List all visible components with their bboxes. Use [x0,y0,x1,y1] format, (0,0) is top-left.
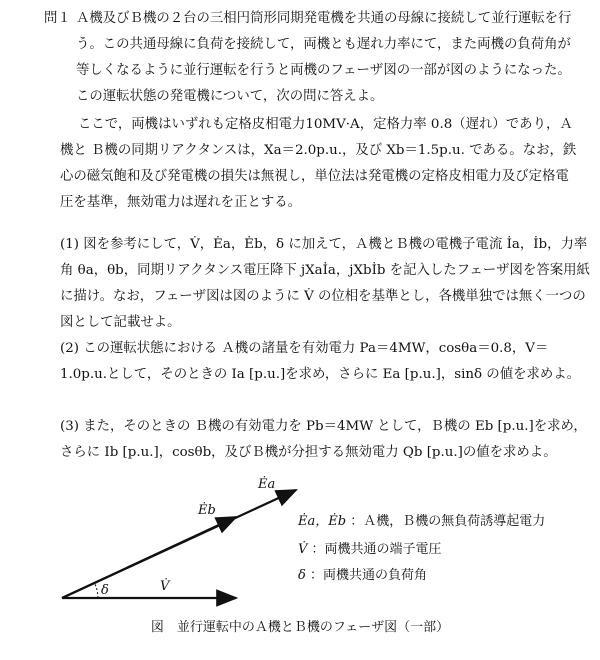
phasor-ea-line [62,490,296,598]
legend-2-desc: ：両機共通の端子電圧 [311,542,442,557]
label-ea: Ėa [258,477,276,492]
item-3-number: (3) [60,419,79,434]
question-label: 問１ [44,11,71,26]
legend-1-symbol: Ėa，Ėb [298,514,347,529]
item-1 [60,232,590,336]
legend-row-1 [298,512,545,532]
item-3 [60,414,590,466]
item-2-text: この運転状態における Ａ機の諸量を有効電力 Pa＝4MW，cosθa＝0.8，V＝1.0p.u.として，そのときの Ia [p.u.]を求め，さらに Ea [p.u.]，sinδ の値を求めよ。 [60,341,581,382]
question-conditions: ここで，両機はいずれも定格皮相電力10MV·A，定格力率 0.8（遅れ）であり，Ａ機と Ｂ機の同期リアクタンスは，Xa＝2.0p.u.，及び Xb＝1.5p.u. である。なお，鉄心の磁気飽和及び発電機の損失は無視し，単位法は発電機の定格皮相電力及び定格電圧を基準，無効電力は遅れを正とする。 [60,117,577,210]
label-eb: Ėb [198,503,216,518]
item-1-text: 図を参考にして，V̇，Ėa，Ėb，δ に加えて，Ａ機とＢ機の電機子電流 İa，İb，力率角 θa，θb，同期リアクタンス電圧降下 jXaİa，jXbİb を記入したフェーザ図を答案用紙に描け。なお，フェーザ図は図のように V̇ の位相を基準とし，各機単独では無く一つの図として記載せよ。 [60,237,590,330]
item-3-text: また，そのときの Ｂ機の有効電力を Pb＝4MW として，Ｂ機の Eb [p.u.]を求め，さらに Ib [p.u.]，cosθb，及びＢ機が分担する無効電力 Qb [p.u.]の値を求めよ。 [60,419,587,460]
legend-1-desc: ：Ａ機，Ｂ機の無負荷誘導起電力 [350,514,546,529]
legend-3-desc: ：両機共通の負荷角 [309,568,427,583]
item-2 [60,336,590,388]
legend-row-3 [298,566,427,586]
label-delta: δ [101,583,109,598]
figure-caption: 図 並行運転中のＡ機とＢ機のフェーザ図（一部） [150,620,450,635]
question-intro: Ａ機及びＢ機の２台の三相円筒形同期発電機を共通の母線に接続して並行運転を行う。この共通母線に負荷を接続して，両機とも遅れ力率にて，また両機の負荷角が等しくなるように並行運転を行うと両機のフェーザ図の一部が図のようになった。この運転状態の発電機について，次の問に答えよ。 [76,11,572,104]
legend-2-symbol: V̇ [298,542,308,557]
legend-row-2 [298,540,442,560]
legend-3-symbol: δ [298,568,306,583]
item-2-number: (2) [60,341,79,356]
delta-arc [95,583,99,598]
label-v: V̇ [160,579,170,594]
item-1-number: (1) [60,237,79,252]
